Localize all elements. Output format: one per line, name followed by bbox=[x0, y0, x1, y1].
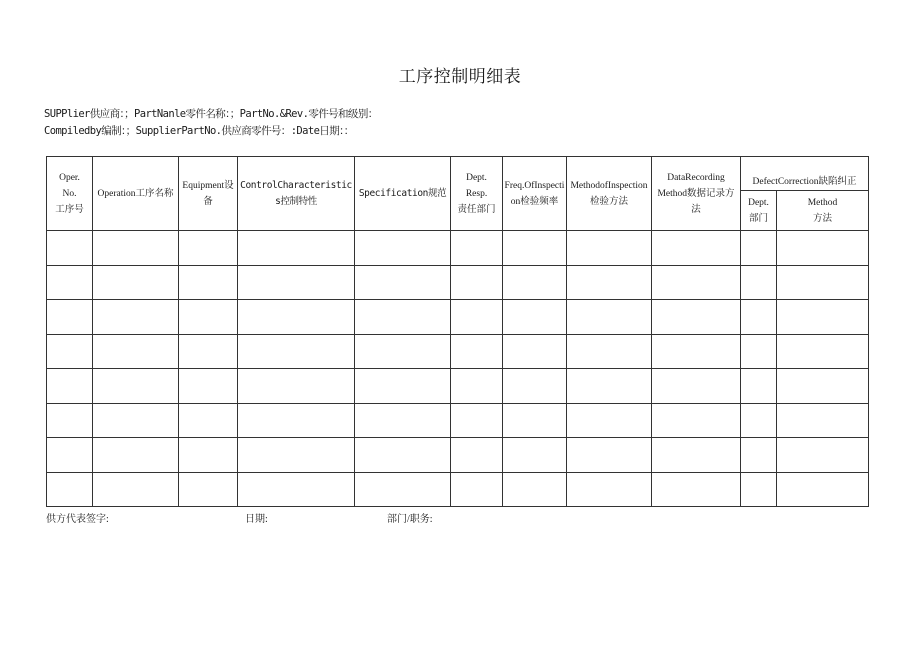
header-oper-no bbox=[47, 157, 93, 231]
table-cell[interactable] bbox=[777, 300, 869, 335]
header-equipment-line-1: Equipment设 bbox=[182, 180, 234, 191]
table-cell[interactable] bbox=[179, 472, 238, 507]
table-cell[interactable] bbox=[567, 231, 652, 266]
table-cell[interactable] bbox=[238, 231, 355, 266]
header-defect-method-line-1: Method bbox=[807, 198, 838, 208]
date-label: 日期: bbox=[245, 514, 268, 525]
table-cell[interactable] bbox=[503, 265, 567, 300]
table-row bbox=[47, 403, 869, 438]
table-cell[interactable] bbox=[47, 231, 93, 266]
header-specification bbox=[355, 157, 451, 231]
table-cell[interactable] bbox=[652, 334, 741, 369]
table-cell[interactable] bbox=[652, 300, 741, 335]
header-control-line-1: ControlCharacteristic bbox=[240, 179, 352, 191]
table-cell[interactable] bbox=[652, 369, 741, 404]
table-cell[interactable] bbox=[741, 403, 777, 438]
header-data-recording-line-3: 法 bbox=[691, 204, 701, 215]
header-specification-text: Specification规范 bbox=[358, 187, 447, 199]
header-method-of-inspection bbox=[567, 157, 652, 231]
header-operation-text: Operation工序名称 bbox=[97, 188, 174, 199]
table-cell[interactable] bbox=[652, 231, 741, 266]
table-cell[interactable] bbox=[93, 369, 179, 404]
table-cell[interactable] bbox=[179, 300, 238, 335]
header-operation bbox=[93, 157, 179, 231]
header-oper-no-line-3: 工序号 bbox=[55, 204, 84, 215]
table-cell[interactable] bbox=[741, 231, 777, 266]
table-cell[interactable] bbox=[567, 265, 652, 300]
table-cell[interactable] bbox=[47, 334, 93, 369]
header-control-characteristics bbox=[238, 157, 355, 231]
table-cell[interactable] bbox=[355, 231, 451, 266]
table-cell[interactable] bbox=[179, 403, 238, 438]
header-defect-correction-text: DefectCorrection缺陷纠正 bbox=[752, 177, 857, 187]
table-cell[interactable] bbox=[451, 472, 503, 507]
table-cell[interactable] bbox=[567, 334, 652, 369]
table-cell[interactable] bbox=[238, 472, 355, 507]
table-cell[interactable] bbox=[355, 403, 451, 438]
table-row bbox=[47, 334, 869, 369]
table-cell[interactable] bbox=[355, 265, 451, 300]
table-cell[interactable] bbox=[93, 265, 179, 300]
table-cell[interactable] bbox=[93, 403, 179, 438]
table-cell[interactable] bbox=[503, 231, 567, 266]
table-cell[interactable] bbox=[652, 403, 741, 438]
table-cell[interactable] bbox=[238, 300, 355, 335]
table-cell[interactable] bbox=[777, 231, 869, 266]
header-data-recording-line-2: Method数据记录方 bbox=[657, 188, 735, 199]
header-frequency bbox=[503, 157, 567, 231]
table-cell[interactable] bbox=[355, 369, 451, 404]
table-cell[interactable] bbox=[93, 231, 179, 266]
table-cell[interactable] bbox=[777, 472, 869, 507]
table-cell[interactable] bbox=[47, 369, 93, 404]
dept-position-label: 部门/职务: bbox=[387, 514, 433, 525]
table-cell[interactable] bbox=[741, 300, 777, 335]
table-cell[interactable] bbox=[741, 334, 777, 369]
table-cell[interactable] bbox=[47, 300, 93, 335]
supplier-part-info-line: SUPPlier供应商：；PartNanle零件名称：；PartNo.&Rev.零件号和级别： bbox=[44, 108, 378, 120]
table-row bbox=[47, 265, 869, 300]
header-frequency-line-1: Freq.OfInspecti bbox=[504, 180, 565, 191]
header-defect-dept bbox=[741, 191, 777, 231]
header-dept-resp-line-2: Resp. bbox=[465, 188, 488, 199]
table-cell[interactable] bbox=[503, 403, 567, 438]
header-dept-resp-line-1: Dept. bbox=[466, 172, 487, 183]
header-frequency-line-2: on检验频率 bbox=[510, 196, 559, 207]
table-cell[interactable] bbox=[741, 265, 777, 300]
table-cell[interactable] bbox=[741, 369, 777, 404]
table-cell[interactable] bbox=[47, 403, 93, 438]
table-cell[interactable] bbox=[503, 472, 567, 507]
header-defect-dept-line-2: 部门 bbox=[748, 214, 768, 224]
table-body bbox=[47, 231, 869, 507]
header-data-recording-line-1: DataRecording bbox=[667, 172, 725, 183]
header-data-recording bbox=[652, 157, 741, 231]
table-cell[interactable] bbox=[567, 369, 652, 404]
header-equipment-line-2: 备 bbox=[203, 196, 213, 207]
table-cell[interactable] bbox=[93, 334, 179, 369]
table-cell[interactable] bbox=[567, 438, 652, 473]
table-cell[interactable] bbox=[451, 231, 503, 266]
table-cell[interactable] bbox=[567, 472, 652, 507]
table-cell[interactable] bbox=[47, 265, 93, 300]
header-dept-resp bbox=[451, 157, 503, 231]
table-cell[interactable] bbox=[451, 300, 503, 335]
table-cell[interactable] bbox=[355, 438, 451, 473]
table-cell[interactable] bbox=[238, 265, 355, 300]
table-cell[interactable] bbox=[238, 369, 355, 404]
table-cell[interactable] bbox=[741, 472, 777, 507]
header-method-inspection-line-1: MethodofInspection bbox=[570, 180, 648, 191]
table-cell[interactable] bbox=[47, 472, 93, 507]
table-cell[interactable] bbox=[238, 334, 355, 369]
header-defect-method bbox=[777, 191, 869, 231]
table-cell[interactable] bbox=[451, 265, 503, 300]
header-oper-no-line-1: Oper. bbox=[59, 172, 80, 183]
table-cell[interactable] bbox=[777, 334, 869, 369]
table-cell[interactable] bbox=[238, 403, 355, 438]
table-cell[interactable] bbox=[503, 369, 567, 404]
table-cell[interactable] bbox=[355, 472, 451, 507]
table-row bbox=[47, 438, 869, 473]
compiler-date-info-line: Compiledby编制：；SupplierPartNo.供应商零件号：:Date日期：： bbox=[44, 125, 354, 137]
table-cell[interactable] bbox=[503, 334, 567, 369]
table-cell[interactable] bbox=[777, 438, 869, 473]
table-cell[interactable] bbox=[652, 438, 741, 473]
table-cell[interactable] bbox=[503, 300, 567, 335]
table-cell[interactable] bbox=[741, 438, 777, 473]
table-cell[interactable] bbox=[179, 334, 238, 369]
header-equipment bbox=[179, 157, 238, 231]
table-row bbox=[47, 300, 869, 335]
header-defect-dept-line-1: Dept. bbox=[748, 198, 769, 208]
page-title: 工序控制明细表 bbox=[398, 67, 522, 86]
table-cell[interactable] bbox=[503, 438, 567, 473]
table-cell[interactable] bbox=[777, 369, 869, 404]
table-cell[interactable] bbox=[652, 265, 741, 300]
table-cell[interactable] bbox=[355, 334, 451, 369]
header-oper-no-line-2: No. bbox=[62, 188, 77, 199]
supplier-signature-label: 供方代表签字: bbox=[46, 514, 109, 525]
table-cell[interactable] bbox=[777, 265, 869, 300]
table-cell[interactable] bbox=[179, 438, 238, 473]
table-cell[interactable] bbox=[238, 438, 355, 473]
table-cell[interactable] bbox=[179, 369, 238, 404]
table-row bbox=[47, 369, 869, 404]
table-cell[interactable] bbox=[777, 403, 869, 438]
table-cell[interactable] bbox=[47, 438, 93, 473]
table-row bbox=[47, 231, 869, 266]
table-cell[interactable] bbox=[93, 300, 179, 335]
table-cell[interactable] bbox=[179, 265, 238, 300]
table-cell[interactable] bbox=[179, 231, 238, 266]
table-cell[interactable] bbox=[451, 403, 503, 438]
table-cell[interactable] bbox=[451, 438, 503, 473]
header-method-inspection-line-2: 检验方法 bbox=[589, 196, 628, 207]
header-defect-method-line-2: 方法 bbox=[813, 214, 833, 224]
table-cell[interactable] bbox=[652, 472, 741, 507]
table-cell[interactable] bbox=[93, 472, 179, 507]
header-control-line-2: s控制特性 bbox=[275, 195, 317, 207]
table-cell[interactable] bbox=[567, 403, 652, 438]
header-defect-correction bbox=[741, 157, 869, 191]
table-row bbox=[47, 472, 869, 507]
table-cell[interactable] bbox=[93, 438, 179, 473]
table-cell[interactable] bbox=[451, 334, 503, 369]
table-cell[interactable] bbox=[355, 300, 451, 335]
table-cell[interactable] bbox=[567, 300, 652, 335]
table-cell[interactable] bbox=[451, 369, 503, 404]
header-dept-resp-line-3: 责任部门 bbox=[457, 204, 496, 215]
process-control-table bbox=[46, 156, 869, 507]
